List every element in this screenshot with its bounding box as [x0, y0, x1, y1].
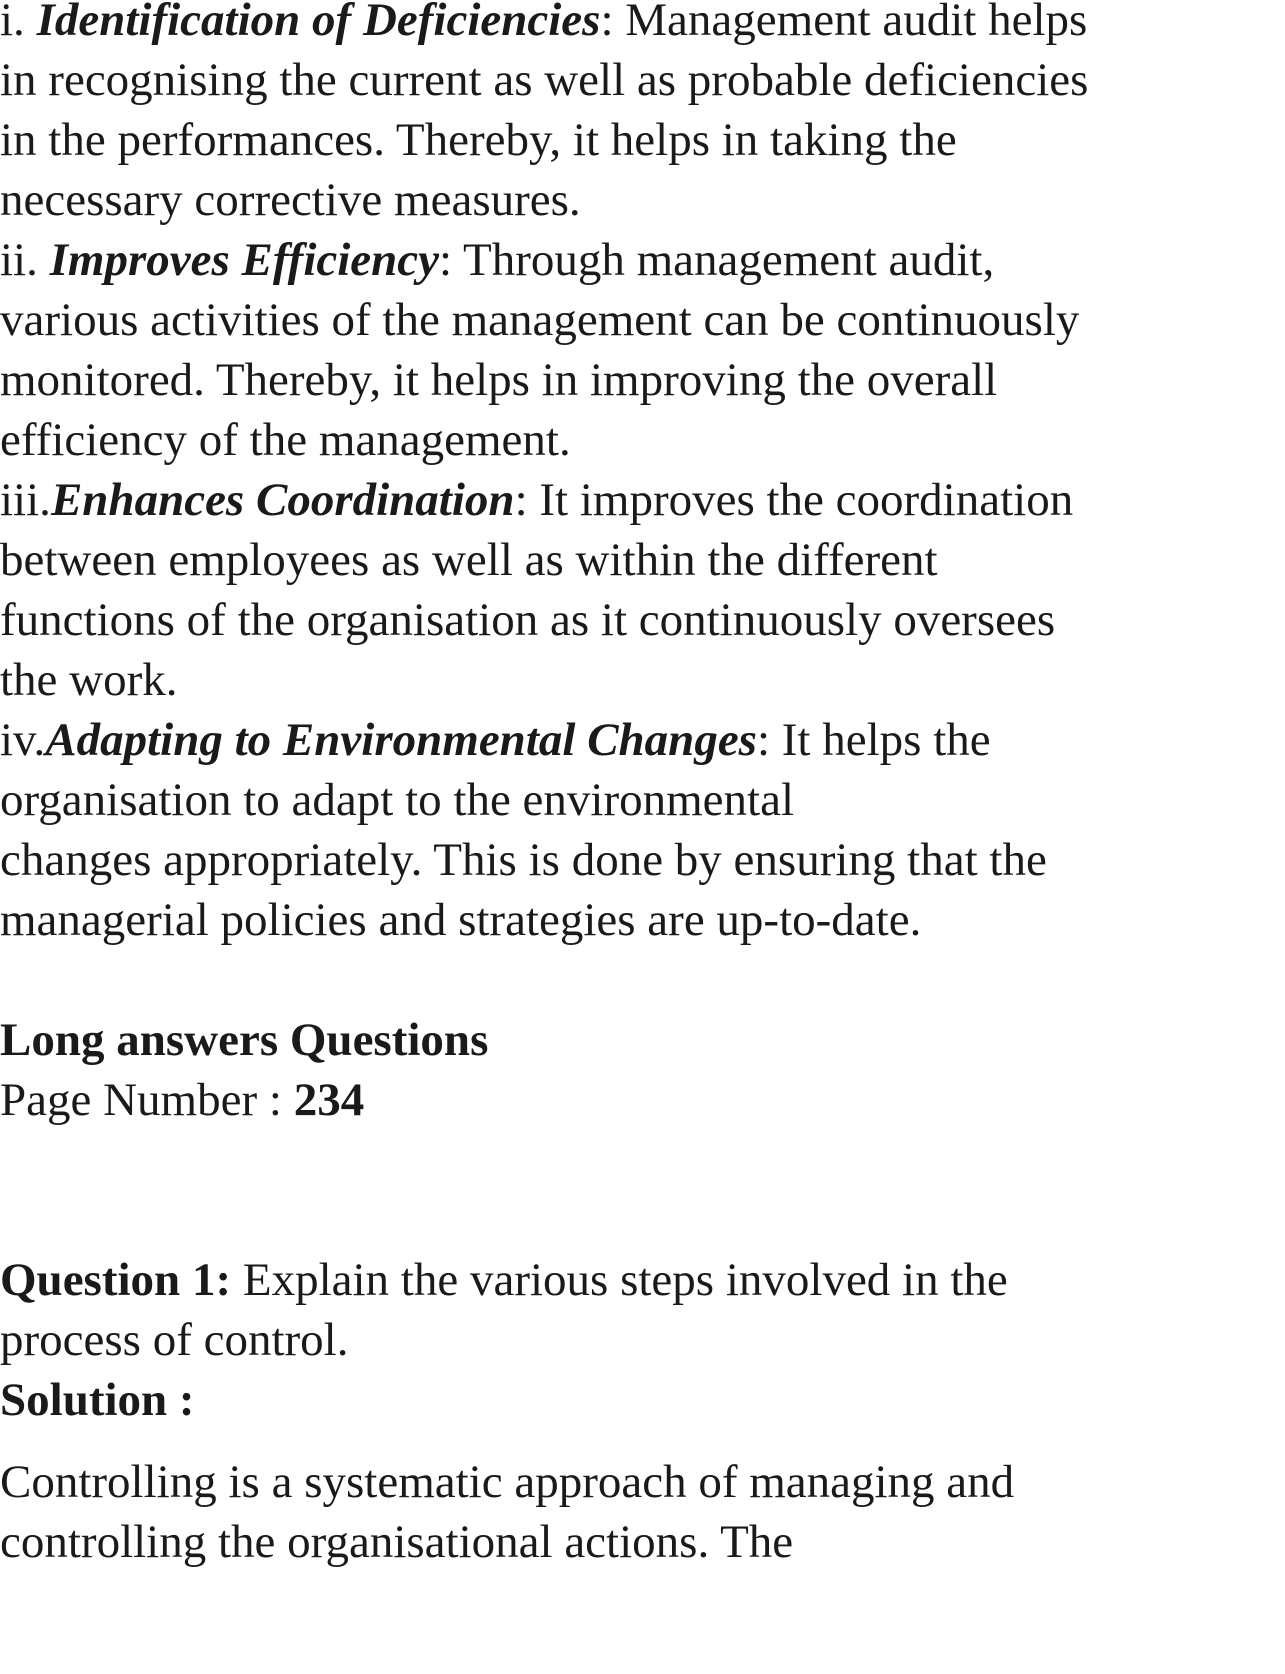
item-4-line-2: organisation to adapt to the environmental — [0, 774, 795, 826]
item-1-line-3: in the performances. Thereby, it helps in taking the — [0, 114, 957, 166]
page-number-value: 234 — [293, 1074, 365, 1126]
solution-label: Solution : — [0, 1374, 195, 1426]
item-3-line-2: between employees as well as within the different — [0, 534, 938, 586]
item-3-title: Enhances Coordination — [50, 474, 515, 526]
item-3-number: iii. — [0, 474, 51, 526]
item-3-text: : It improves the coordination — [514, 474, 1074, 526]
question-1-line-1 — [0, 1248, 1008, 1312]
item-1-number: i. — [0, 0, 37, 46]
section-heading: Long answers Questions — [0, 1014, 489, 1066]
item-4-title: Adapting to Environmental Changes — [45, 714, 757, 766]
item-2-line-2: various activities of the management can be continuously — [0, 294, 1080, 346]
question-1-label: Question 1: — [0, 1254, 232, 1306]
item-2-line-4: efficiency of the management. — [0, 414, 571, 466]
item-1-title: Identification of Deficiencies — [36, 0, 601, 46]
solution-line-2: controlling the organisational actions. The — [0, 1516, 794, 1568]
item-3-line-3: functions of the organisation as it continuously oversees — [0, 594, 1056, 646]
question-1-line-2: process of control. — [0, 1314, 349, 1366]
solution-line-1: Controlling is a systematic approach of managing and — [0, 1456, 1015, 1508]
item-4-number: iv. — [0, 714, 46, 766]
page-number-label: Page Number : — [0, 1074, 294, 1126]
page-number-line — [0, 1068, 364, 1132]
item-2-title: Improves Efficiency — [49, 234, 440, 286]
item-2-text: : Through management audit, — [439, 234, 995, 286]
item-2-line-1 — [0, 228, 994, 292]
item-4-text: : It helps the — [756, 714, 991, 766]
item-3-line-1 — [0, 468, 1073, 532]
item-1-line-4: necessary corrective measures. — [0, 174, 581, 226]
item-3-line-4: the work. — [0, 654, 178, 706]
item-2-number: ii. — [0, 234, 50, 286]
item-1-text: : Management audit helps — [600, 0, 1088, 46]
item-4-line-4: managerial policies and strategies are up-to-date. — [0, 894, 922, 946]
item-1-line-1 — [0, 0, 1087, 52]
item-4-line-3: changes appropriately. This is done by ensuring that the — [0, 834, 1047, 886]
question-1-text: Explain the various steps involved in the — [231, 1254, 1008, 1306]
item-1-line-2: in recognising the current as well as probable deficiencies — [0, 54, 1089, 106]
item-4-line-1 — [0, 708, 991, 772]
item-2-line-3: monitored. Thereby, it helps in improving the overall — [0, 354, 998, 406]
